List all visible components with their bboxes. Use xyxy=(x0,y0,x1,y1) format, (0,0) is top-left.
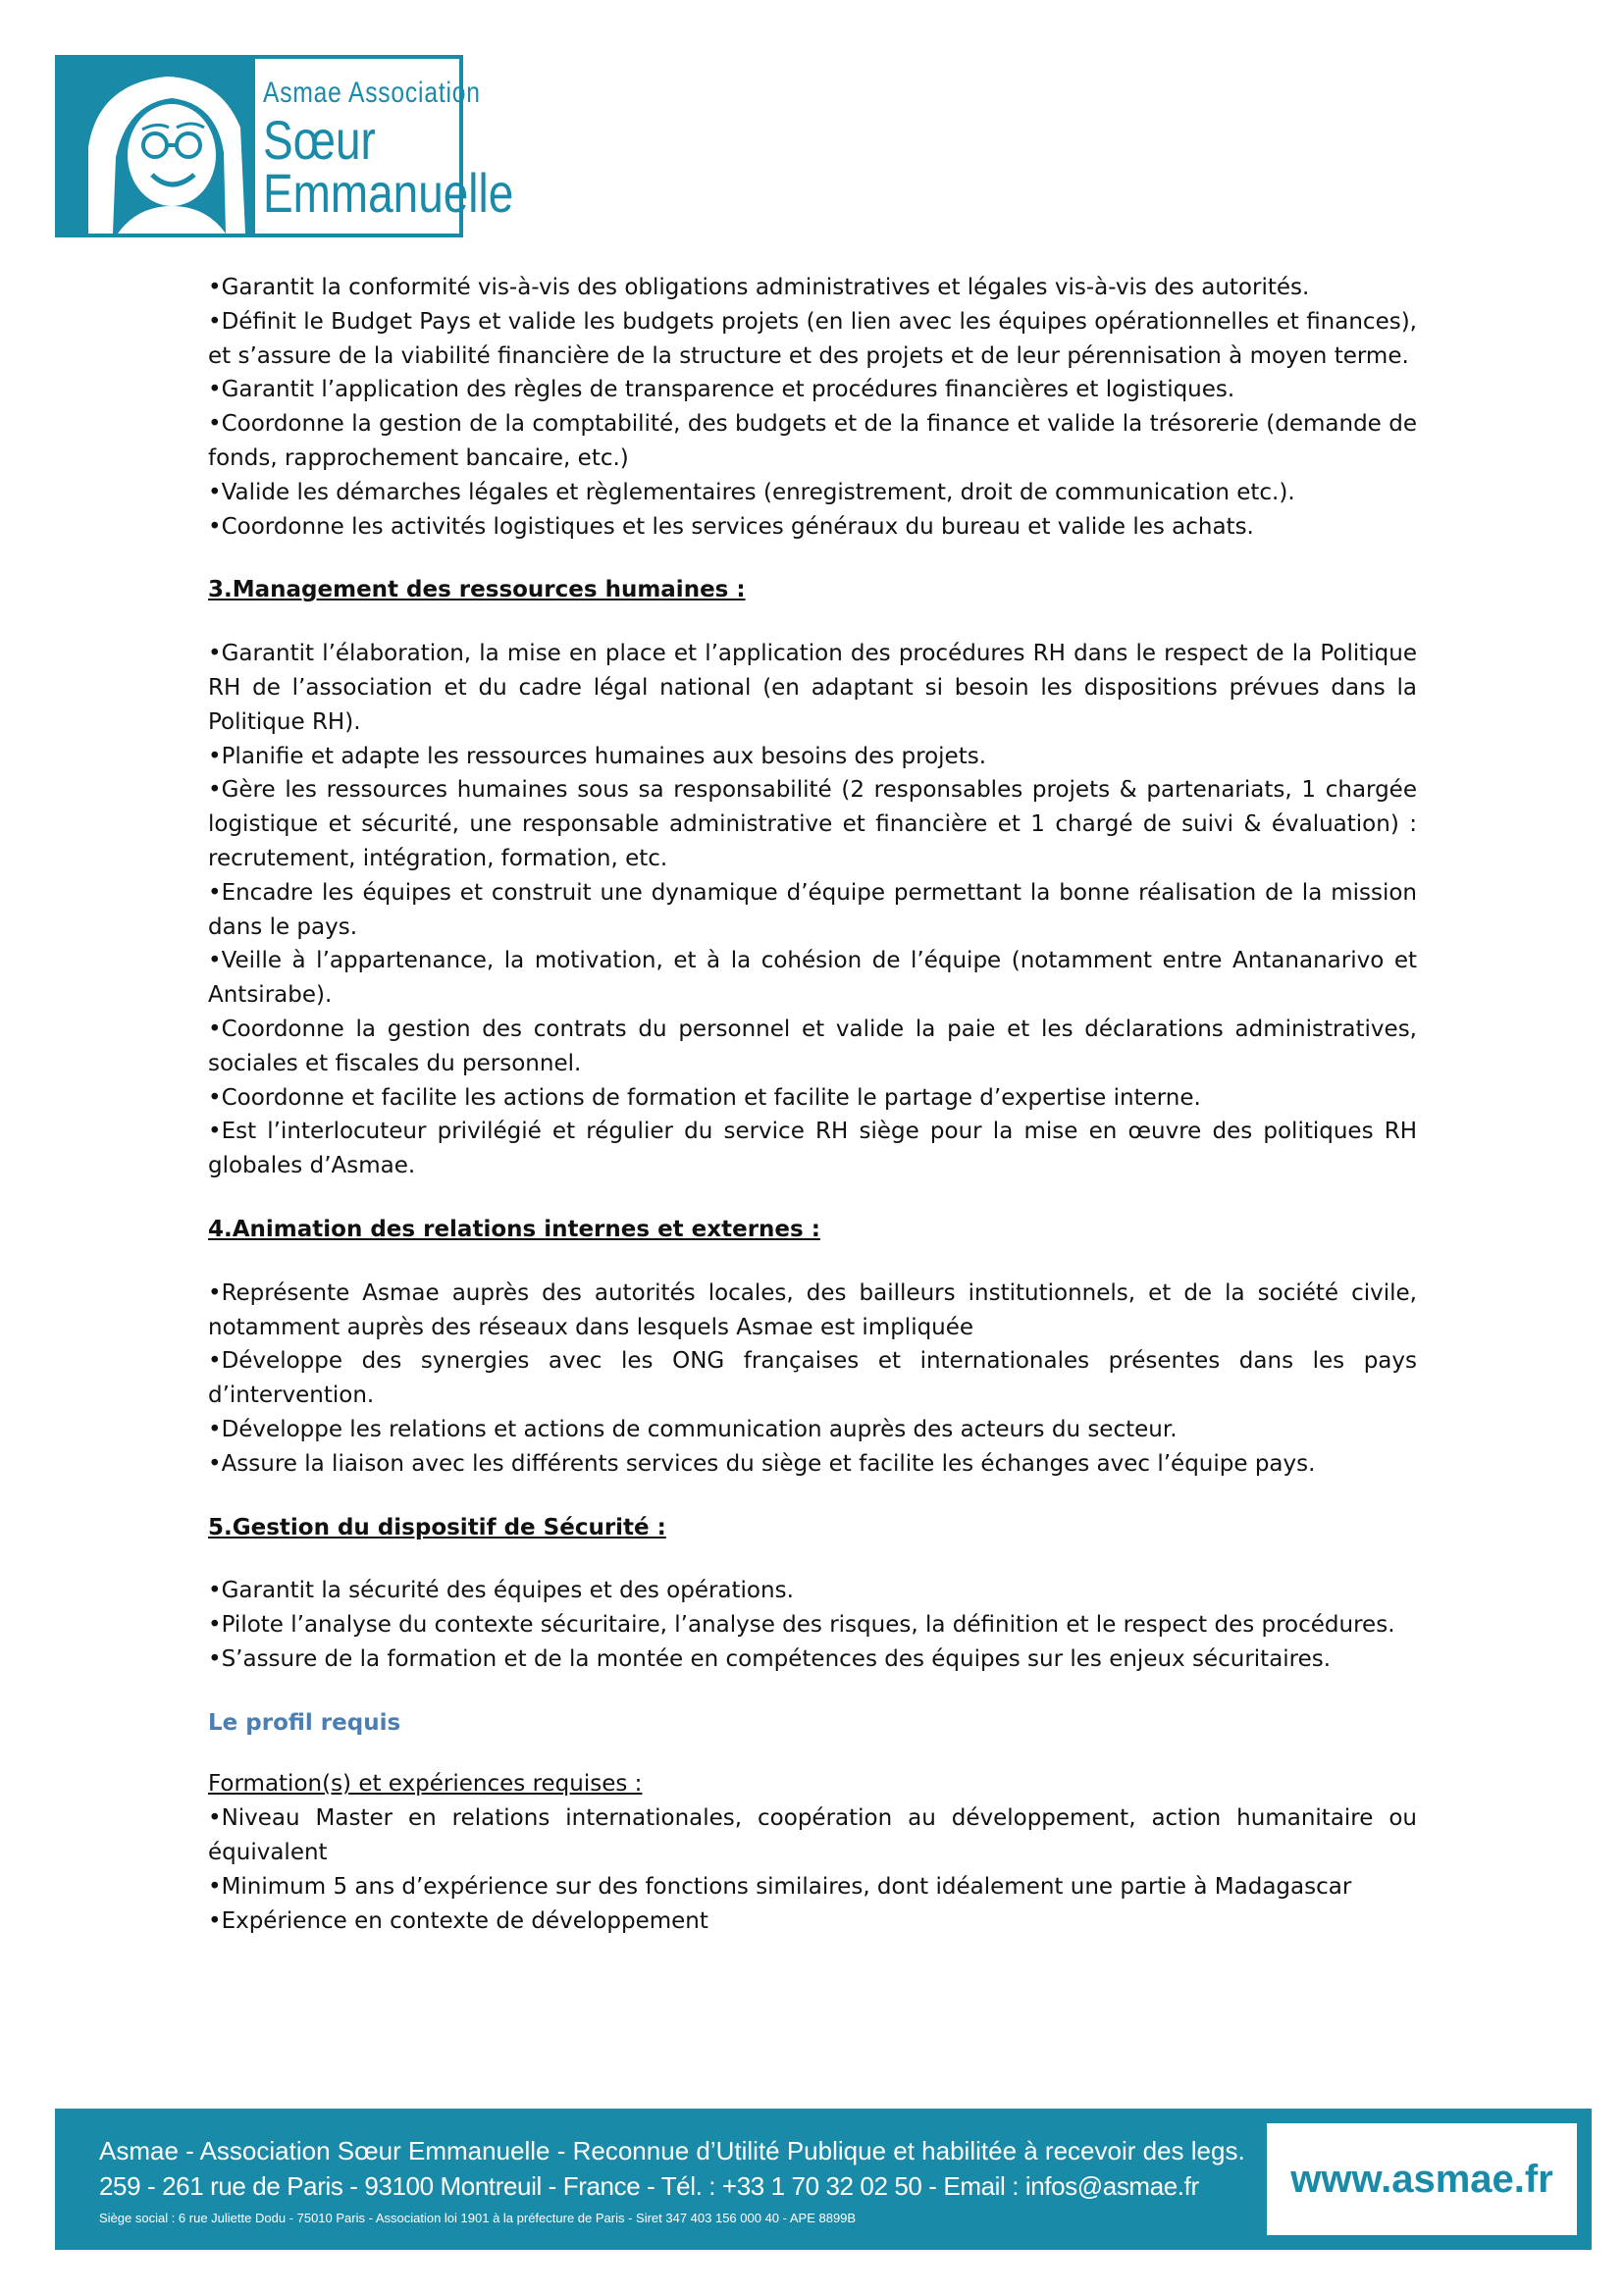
bullet-item: •Gère les ressources humaines sous sa responsabilité (2 responsables projets & partenariats, 1 chargée logistique et sécurité, une responsable administrative et financière et 1 chargé de suivi & évaluation) : recrutement, intégration, formation, etc. xyxy=(208,777,1417,871)
page-footer xyxy=(55,2109,1592,2250)
formation-subheading: Formation(s) et expériences requises : xyxy=(208,1771,643,1798)
bullet-item: •Planifie et adapte les ressources humaines aux besoins des projets. xyxy=(208,743,987,769)
soeur-emmanuelle-portrait-icon xyxy=(59,59,255,234)
logo-line-association: Asmae Association xyxy=(263,77,481,109)
bullet-item: •Coordonne et facilite les actions de formation et facilite le partage d’expertise interne. xyxy=(208,1084,1201,1111)
bullet-item: •Valide les démarches légales et règlementaires (enregistrement, droit de communication etc.). xyxy=(208,479,1295,505)
bullet-item: •Veille à l’appartenance, la motivation, et à la cohésion de l’équipe (notamment entre Antananarivo et Antsirabe). xyxy=(208,948,1417,1009)
bullet-item: •Coordonne les activités logistiques et les services généraux du bureau et valide les achats. xyxy=(208,513,1254,540)
bullet-item: •Définit le Budget Pays et valide les budgets projets (en lien avec les équipes opérationnelles et finances), et s’assure de la viabilité financière de la structure et des projets et de leur pérennisation à moyen terme. xyxy=(208,308,1417,369)
website-link[interactable]: www.asmae.fr xyxy=(1290,2157,1553,2201)
bullet-item: •Garantit l’application des règles de transparence et procédures financières et logistiques. xyxy=(208,377,1235,403)
bullet-item: •Garantit la sécurité des équipes et des opérations. xyxy=(208,1578,794,1604)
bullet-item: •Minimum 5 ans d’expérience sur des fonctions similaires, dont idéalement une partie à Madagascar xyxy=(208,1873,1352,1900)
footer-address-line: 259 - 261 rue de Paris - 93100 Montreuil - France - Tél. : +33 1 70 32 02 50 - Email : infos@asmae.fr xyxy=(99,2171,1199,2201)
footer-contact-info xyxy=(99,2133,1245,2229)
bullet-item: •Encadre les équipes et construit une dynamique d’équipe permettant la bonne réalisation de la mission dans le pays. xyxy=(208,879,1417,940)
bullet-item: •Pilote l’analyse du contexte sécuritaire, l’analyse des risques, la définition et le respect des procédures. xyxy=(208,1612,1395,1639)
bullet-item: •Garantit l’élaboration, la mise en place et l’application des procédures RH dans le respect de la Politique RH de l’association et du cadre légal national (en adaptant si besoin les dispositions prévues dans la Politique RH). xyxy=(208,641,1417,735)
asmae-logo xyxy=(55,55,514,237)
bullet-item: •Développe les relations et actions de communication auprès des acteurs du secteur. xyxy=(208,1416,1178,1442)
logo-line-soeur: Sœur xyxy=(263,109,376,171)
bullet-item: •Coordonne la gestion des contrats du personnel et valide la paie et les déclarations administratives, sociales et fiscales du personnel. xyxy=(208,1016,1417,1076)
section-heading-securite: 5.Gestion du dispositif de Sécurité : xyxy=(208,1514,666,1540)
logo-line-emmanuelle: Emmanuelle xyxy=(263,162,514,224)
bullet-item: •Coordonne la gestion de la comptabilité, des budgets et de la finance et valide la trésorerie (demande de fonds, rapprochement bancaire, etc.) xyxy=(208,411,1417,471)
footer-association-line: Asmae - Association Sœur Emmanuelle - Reconnue d’Utilité Publique et habilitée à recevoir des legs. xyxy=(99,2136,1245,2165)
bullet-item: •Garantit la conformité vis-à-vis des obligations administratives et légales vis-à-vis des autorités. xyxy=(208,275,1310,300)
bullet-item: •Représente Asmae auprès des autorités locales, des bailleurs institutionnels, et de la société civile, notamment auprès des réseaux dans lesquels Asmae est impliquée xyxy=(208,1279,1417,1340)
footer-website-box xyxy=(1267,2123,1577,2235)
section-heading-relations: 4.Animation des relations internes et externes : xyxy=(208,1216,820,1242)
profile-heading: Le profil requis xyxy=(208,1709,401,1736)
bullet-item: •S’assure de la formation et de la montée en compétences des équipes sur les enjeux sécuritaires. xyxy=(208,1645,1332,1672)
bullet-item: •Développe des synergies avec les ONG françaises et internationales présentes dans les pays d’intervention. xyxy=(208,1348,1417,1409)
bullet-item: •Expérience en contexte de développement xyxy=(208,1907,708,1934)
document-body xyxy=(208,271,1417,1938)
footer-legal-line: Siège social : 6 rue Juliette Dodu - 75010 Paris - Association loi 1901 à la préfecture de Paris - Siret 347 403 156 000 40 - APE 8899B xyxy=(99,2211,857,2225)
bullet-item: •Est l’interlocuteur privilégié et régulier du service RH siège pour la mise en œuvre des politiques RH globales d’Asmae. xyxy=(208,1119,1417,1179)
section-heading-rh: 3.Management des ressources humaines : xyxy=(208,577,746,603)
bullet-item: •Niveau Master en relations internationales, coopération au développement, action humanitaire ou équivalent xyxy=(208,1805,1417,1866)
logo-wordmark xyxy=(263,77,514,224)
bullet-item: •Assure la liaison avec les différents services du siège et facilite les échanges avec l’équipe pays. xyxy=(208,1450,1316,1477)
